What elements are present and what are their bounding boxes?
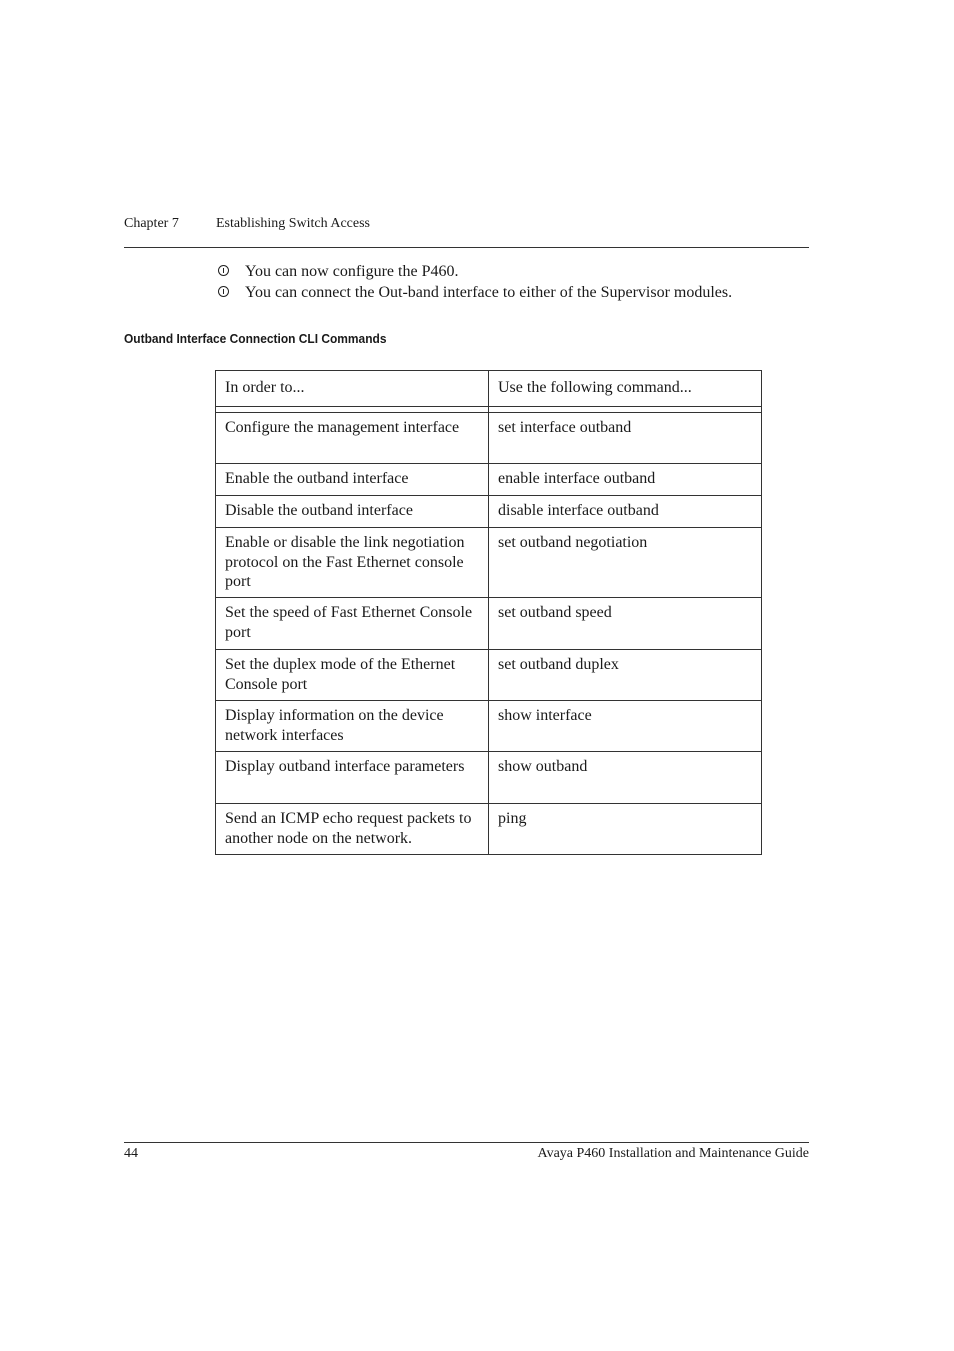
purpose-cell: Enable or disable the link negotiation protocol on the Fast Ethernet console port <box>216 528 489 598</box>
info-icon <box>218 265 229 276</box>
note-text: You can now configure the P460. <box>245 263 459 280</box>
cli-commands-table <box>215 370 762 855</box>
table-row <box>216 804 762 855</box>
purpose-cell: Disable the outband interface <box>216 496 489 528</box>
purpose-cell: Display outband interface parameters <box>216 752 489 804</box>
table-row <box>216 701 762 752</box>
purpose-cell: Enable the outband interface <box>216 464 489 496</box>
chapter-title: Establishing Switch Access <box>216 216 370 231</box>
table-row <box>216 598 762 650</box>
running-header <box>124 216 809 248</box>
section-title: Outband Interface Connection CLI Commands <box>124 331 387 346</box>
purpose-cell: Set the speed of Fast Ethernet Console port <box>216 598 489 650</box>
purpose-cell: Send an ICMP echo request packets to another node on the network. <box>216 804 489 855</box>
notes-list <box>218 261 732 303</box>
command-cell: show interface <box>489 701 762 752</box>
command-cell: disable interface outband <box>489 496 762 528</box>
command-cell: enable interface outband <box>489 464 762 496</box>
column-header-command: Use the following command... <box>489 371 762 407</box>
table-row <box>216 752 762 804</box>
note-item <box>218 261 732 282</box>
table-row <box>216 413 762 464</box>
command-cell: ping <box>489 804 762 855</box>
purpose-cell: Display information on the device network interfaces <box>216 701 489 752</box>
command-cell: set interface outband <box>489 413 762 464</box>
info-icon <box>218 286 229 297</box>
page-number: 44 <box>124 1146 138 1161</box>
command-cell: set outband negotiation <box>489 528 762 598</box>
table-row <box>216 496 762 528</box>
command-cell: set outband duplex <box>489 650 762 701</box>
command-cell: set outband speed <box>489 598 762 650</box>
table-header-row <box>216 371 762 407</box>
purpose-cell: Configure the management interface <box>216 413 489 464</box>
guide-title: Avaya P460 Installation and Maintenance Guide <box>537 1146 809 1161</box>
table-row <box>216 528 762 598</box>
column-header-purpose: In order to... <box>216 371 489 407</box>
chapter-number: Chapter 7 <box>124 216 179 231</box>
note-item <box>218 282 732 303</box>
purpose-cell: Set the duplex mode of the Ethernet Console port <box>216 650 489 701</box>
note-text: You can connect the Out-band interface to either of the Supervisor modules. <box>245 284 733 301</box>
command-cell: show outband <box>489 752 762 804</box>
table-row <box>216 650 762 701</box>
running-footer <box>124 1142 809 1161</box>
table-row <box>216 464 762 496</box>
